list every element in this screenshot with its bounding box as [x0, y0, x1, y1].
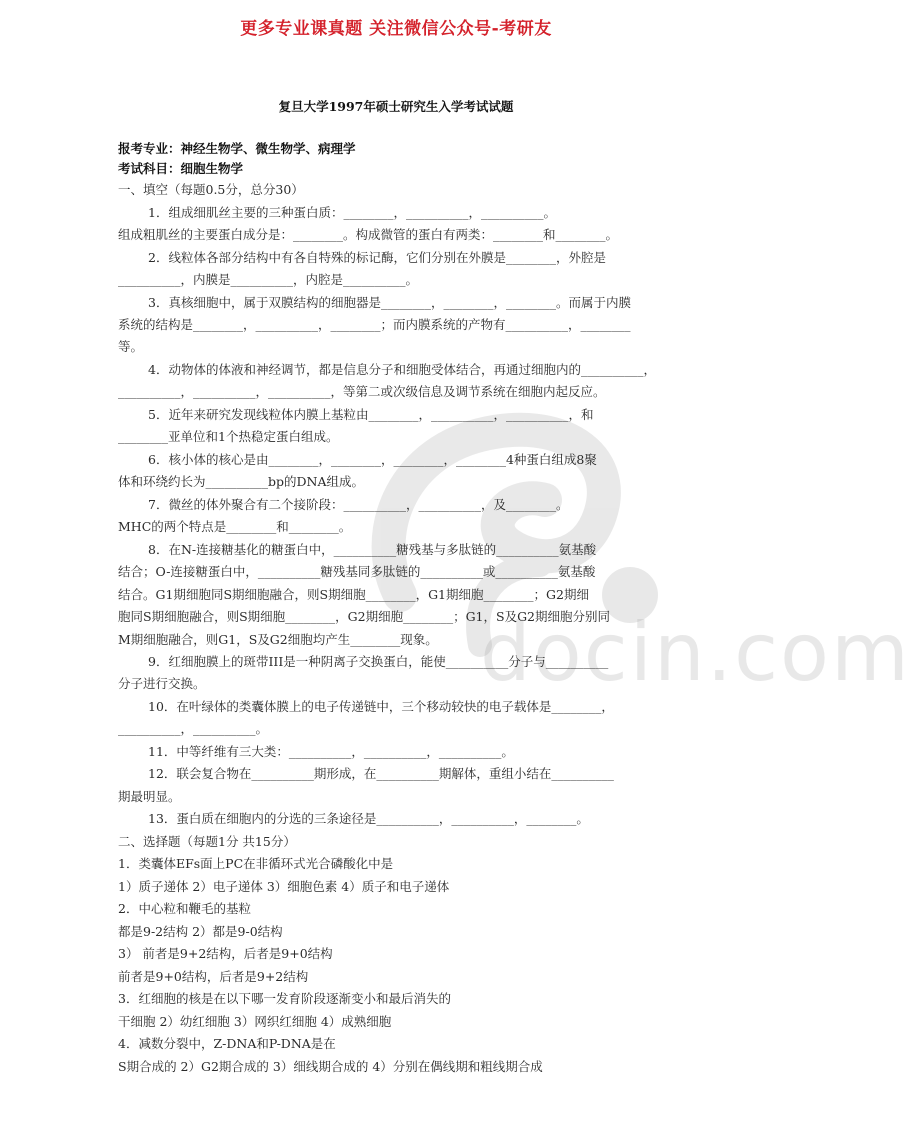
question-text: 组成粗肌丝的主要蛋白成分是：________。构成微管的蛋白有两类：________和________。 [118, 227, 619, 242]
section-heading: 二、选择题（每题1分 共15分） [118, 834, 296, 849]
question-text: 7．微丝的体外聚合有二个接阶段：__________，__________，及________。 [148, 497, 569, 512]
question-text: M期细胞融合，则G1，S及G2细胞均产生________现象。 [118, 632, 438, 647]
answer-options: 前者是9+0结构，后者是9+2结构 [118, 969, 309, 984]
exam-major: 报考专业：神经生物学、微生物学、病理学 [118, 141, 356, 156]
question-text: __________，__________。 [118, 721, 269, 736]
question-text: 6．核小体的核心是由________，________，________，________4种蛋白组成8聚 [148, 452, 597, 467]
question-text: 2．中心粒和鞭毛的基粒 [118, 901, 251, 916]
question-text: 结合；O-连接糖蛋白中，__________糖残基同多肽链的__________或__________氨基酸 [118, 564, 596, 579]
question-text: 1．组成细肌丝主要的三种蛋白质：________，__________，__________。 [148, 205, 556, 220]
question-text: MHC的两个特点是________和________。 [118, 519, 352, 534]
question-text: ________亚单位和1个热稳定蛋白组成。 [118, 429, 339, 444]
watermark-text: docin.com [480, 606, 911, 699]
question-text: 4．减数分裂中，Z-DNA和P-DNA是在 [118, 1036, 336, 1051]
question-text: 体和环绕约长为__________bp的DNA组成。 [118, 474, 364, 489]
question-text: 5．近年来研究发现线粒体内膜上基粒由________，__________，__________，和 [148, 407, 594, 422]
question-text: 结合。G1期细胞同S期细胞融合，则S期细胞________，G1期细胞________；G2期细 [118, 587, 589, 602]
question-text: 分子进行交换。 [118, 676, 206, 691]
question-text: 胞同S期细胞融合，则S期细胞________，G2期细胞________；G1，S及G2期细胞分别同 [118, 609, 611, 624]
question-text: 10．在叶绿体的类囊体膜上的电子传递链中，三个移动较快的电子载体是________， [148, 699, 614, 714]
question-text: 12．联会复合物在__________期形成，在__________期解体，重组小结在__________ [148, 766, 614, 781]
answer-options: 干细胞 2）幼红细胞 3）网织红细胞 4）成熟细胞 [118, 1014, 392, 1029]
answer-options: 都是9-2结构 2）都是9-0结构 [118, 924, 283, 939]
question-text: __________，__________，__________，等第二或次级信息及调节系统在细胞内起反应。 [118, 384, 606, 399]
question-text: 11．中等纤维有三大类：__________，__________，__________。 [148, 744, 514, 759]
question-text: 2．线粒体各部分结构中有各自特殊的标记酶，它们分别在外膜是________，外腔是 [148, 250, 606, 265]
question-text: 1．类囊体EFs面上PC在非循环式光合磷酸化中是 [118, 856, 394, 871]
question-text: __________，内膜是__________，内腔是__________。 [118, 272, 419, 287]
answer-options: S期合成的 2）G2期合成的 3）细线期合成的 4）分别在偶线期和粗线期合成 [118, 1059, 543, 1074]
answer-options: 1）质子递体 2）电子递体 3）细胞色素 4）质子和电子递体 [118, 879, 450, 894]
question-text: 等。 [118, 339, 144, 354]
question-text: 系统的结构是________，__________，________；而内膜系统的产物有__________，________ [118, 317, 631, 332]
question-text: 3．真核细胞中，属于双膜结构的细胞器是________，________，________。而属于内膜 [148, 295, 631, 310]
section-heading: 一、填空（每题0.5分，总分30） [118, 182, 304, 197]
promo-banner: 更多专业课真题 关注微信公众号-考研友 [240, 19, 552, 39]
question-text: 9．红细胞膜上的斑带III是一种阴离子交换蛋白，能使__________分子与__________ [148, 654, 609, 669]
question-text: 期最明显。 [118, 789, 181, 804]
question-text: 4．动物体的体液和神经调节，都是信息分子和细胞受体结合，再通过细胞内的__________， [148, 362, 656, 377]
question-text: 3．红细胞的核是在以下哪一发育阶段逐渐变小和最后消失的 [118, 991, 451, 1006]
answer-options: 3） 前者是9+2结构，后者是9+0结构 [118, 946, 333, 961]
question-text: 8．在N-连接糖基化的糖蛋白中，__________糖残基与多肽链的__________氨基酸 [148, 542, 597, 557]
exam-subject: 考试科目：细胞生物学 [118, 161, 244, 176]
question-text: 13．蛋白质在细胞内的分选的三条途径是__________，__________，________。 [148, 811, 589, 826]
exam-title: 复旦大学1997年硕士研究生入学考试试题 [278, 99, 514, 114]
